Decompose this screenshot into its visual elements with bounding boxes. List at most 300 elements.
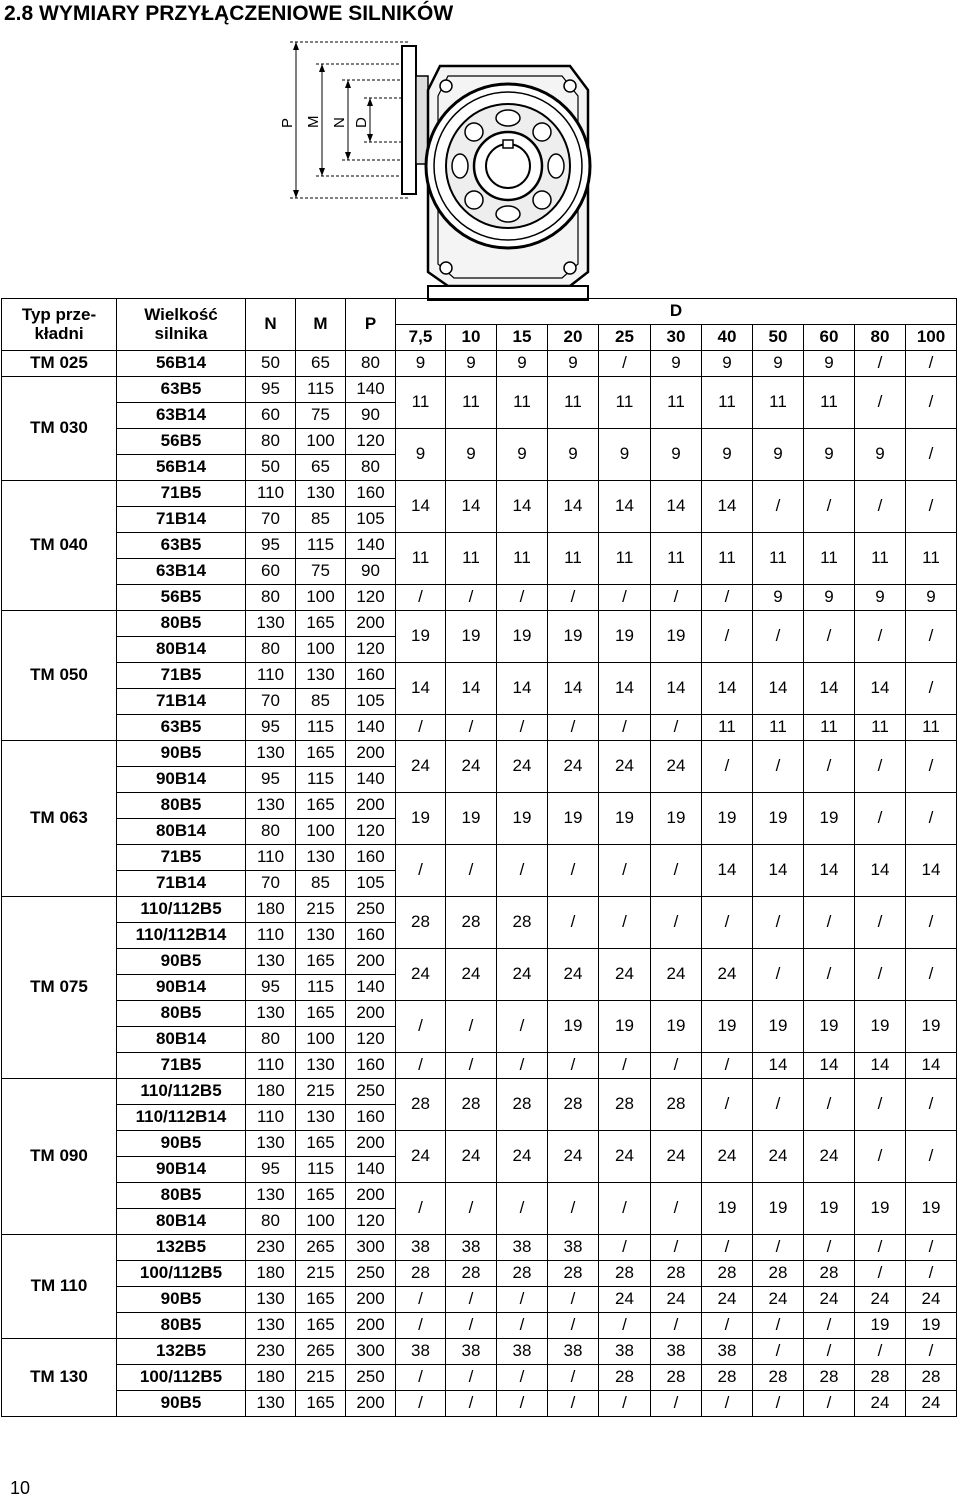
motor-size-cell: 80B5 — [117, 611, 246, 637]
n-cell: 110 — [246, 663, 296, 689]
header-d-value: 10 — [446, 325, 497, 351]
n-cell: 80 — [246, 429, 296, 455]
motor-size-cell: 71B14 — [117, 507, 246, 533]
d-value-cell: 24 — [906, 1287, 957, 1313]
d-value-cell: 9 — [446, 351, 497, 377]
d-value-cell: 38 — [651, 1339, 702, 1365]
d-value-cell: 28 — [599, 1079, 651, 1131]
d-value-cell: 9 — [599, 429, 651, 481]
d-value-cell: / — [396, 1053, 446, 1079]
d-value-cell: 9 — [651, 429, 702, 481]
header-d-value: 7,5 — [396, 325, 446, 351]
table-row — [2, 1183, 957, 1209]
d-value-cell: 11 — [599, 533, 651, 585]
header-d-value: 20 — [548, 325, 599, 351]
d-value-cell: / — [753, 741, 804, 793]
d-value-cell: 14 — [702, 663, 753, 715]
motor-size-cell: 132B5 — [117, 1235, 246, 1261]
d-value-cell: 24 — [855, 1391, 906, 1417]
motor-size-cell: 71B5 — [117, 1053, 246, 1079]
d-value-cell: 28 — [548, 1261, 599, 1287]
d-value-cell: / — [855, 1235, 906, 1261]
m-cell: 130 — [296, 923, 346, 949]
d-value-cell: / — [702, 1391, 753, 1417]
motor-size-cell: 90B5 — [117, 1391, 246, 1417]
d-value-cell: / — [855, 1261, 906, 1287]
table-row — [2, 1365, 957, 1391]
d-value-cell: 14 — [804, 663, 855, 715]
header-m: M — [296, 299, 346, 351]
table-row — [2, 1131, 957, 1157]
m-cell: 165 — [296, 1183, 346, 1209]
motor-size-cell: 63B14 — [117, 559, 246, 585]
p-cell: 200 — [346, 793, 396, 819]
d-value-cell: / — [651, 1183, 702, 1235]
p-cell: 105 — [346, 689, 396, 715]
n-cell: 230 — [246, 1235, 296, 1261]
n-cell: 95 — [246, 715, 296, 741]
m-cell: 65 — [296, 455, 346, 481]
n-cell: 230 — [246, 1339, 296, 1365]
d-value-cell: / — [906, 429, 957, 481]
motor-size-cell: 132B5 — [117, 1339, 246, 1365]
header-n: N — [246, 299, 296, 351]
motor-size-cell: 80B5 — [117, 1313, 246, 1339]
header-p: P — [346, 299, 396, 351]
d-value-cell: 19 — [753, 793, 804, 845]
d-value-cell: / — [753, 1339, 804, 1365]
d-value-cell: / — [446, 1287, 497, 1313]
motor-size-cell: 90B5 — [117, 741, 246, 767]
d-value-cell: 9 — [855, 429, 906, 481]
motor-size-cell: 56B5 — [117, 585, 246, 611]
d-value-cell: / — [855, 377, 906, 429]
d-value-cell: / — [396, 1001, 446, 1053]
d-value-cell: 19 — [599, 1001, 651, 1053]
d-value-cell: 19 — [651, 793, 702, 845]
motor-size-cell: 90B14 — [117, 975, 246, 1001]
d-value-cell: 11 — [548, 533, 599, 585]
d-value-cell: 28 — [396, 1261, 446, 1287]
d-value-cell: 9 — [753, 585, 804, 611]
m-cell: 85 — [296, 689, 346, 715]
n-cell: 110 — [246, 845, 296, 871]
d-value-cell: 9 — [804, 585, 855, 611]
d-value-cell: / — [548, 585, 599, 611]
d-value-cell: 24 — [804, 1131, 855, 1183]
d-value-cell: / — [446, 1365, 497, 1391]
p-cell: 120 — [346, 585, 396, 611]
gearbox-type-cell: TM 040 — [2, 481, 117, 611]
m-cell: 115 — [296, 1157, 346, 1183]
table-row — [2, 351, 957, 377]
p-cell: 160 — [346, 481, 396, 507]
d-value-cell: / — [446, 1053, 497, 1079]
d-value-cell: / — [855, 949, 906, 1001]
d-value-cell: 14 — [446, 663, 497, 715]
d-value-cell: / — [753, 1079, 804, 1131]
n-cell: 130 — [246, 611, 296, 637]
d-value-cell: 24 — [446, 1131, 497, 1183]
m-cell: 130 — [296, 481, 346, 507]
d-value-cell: / — [651, 585, 702, 611]
d-value-cell: 19 — [855, 1001, 906, 1053]
m-cell: 165 — [296, 1001, 346, 1027]
d-value-cell: 19 — [702, 1183, 753, 1235]
table-row — [2, 1235, 957, 1261]
motor-size-cell: 90B14 — [117, 1157, 246, 1183]
d-value-cell: 9 — [855, 585, 906, 611]
n-cell: 95 — [246, 377, 296, 403]
d-value-cell: / — [906, 897, 957, 949]
motor-size-cell: 71B5 — [117, 845, 246, 871]
d-value-cell: / — [396, 715, 446, 741]
d-value-cell: 14 — [651, 481, 702, 533]
d-value-cell: / — [753, 897, 804, 949]
d-value-cell: / — [651, 845, 702, 897]
d-value-cell: / — [702, 611, 753, 663]
header-d-value: 40 — [702, 325, 753, 351]
d-value-cell: 24 — [497, 741, 548, 793]
m-cell: 165 — [296, 611, 346, 637]
d-value-cell: 11 — [753, 533, 804, 585]
p-cell: 120 — [346, 429, 396, 455]
d-value-cell: / — [651, 897, 702, 949]
d-value-cell: 9 — [396, 351, 446, 377]
d-value-cell: / — [446, 585, 497, 611]
m-cell: 115 — [296, 533, 346, 559]
d-value-cell: 24 — [446, 741, 497, 793]
d-value-cell: / — [599, 1183, 651, 1235]
p-cell: 200 — [346, 949, 396, 975]
n-cell: 95 — [246, 533, 296, 559]
d-value-cell: 28 — [446, 897, 497, 949]
m-cell: 130 — [296, 1053, 346, 1079]
motor-size-cell: 90B14 — [117, 767, 246, 793]
m-cell: 130 — [296, 845, 346, 871]
d-value-cell: 19 — [548, 1001, 599, 1053]
p-cell: 120 — [346, 637, 396, 663]
d-value-cell: 24 — [651, 1131, 702, 1183]
d-value-cell: 14 — [753, 845, 804, 897]
n-cell: 80 — [246, 637, 296, 663]
d-value-cell: / — [804, 611, 855, 663]
d-value-cell: / — [396, 1183, 446, 1235]
header-gearbox-type: Typ prze- kładni — [2, 299, 117, 351]
d-value-cell: 11 — [548, 377, 599, 429]
m-cell: 265 — [296, 1339, 346, 1365]
d-value-cell: / — [906, 481, 957, 533]
m-cell: 115 — [296, 767, 346, 793]
gearbox-type-cell: TM 075 — [2, 897, 117, 1079]
d-value-cell: 24 — [651, 741, 702, 793]
d-value-cell: / — [804, 741, 855, 793]
gearbox-type-cell: TM 030 — [2, 377, 117, 481]
d-value-cell: 19 — [446, 793, 497, 845]
m-cell: 100 — [296, 585, 346, 611]
table-row — [2, 533, 957, 559]
m-cell: 165 — [296, 1287, 346, 1313]
p-cell: 160 — [346, 1105, 396, 1131]
d-value-cell: / — [396, 1391, 446, 1417]
d-value-cell: / — [548, 1313, 599, 1339]
d-value-cell: 38 — [497, 1235, 548, 1261]
d-value-cell: / — [753, 1235, 804, 1261]
d-value-cell: 38 — [446, 1235, 497, 1261]
n-cell: 130 — [246, 1183, 296, 1209]
d-value-cell: 11 — [906, 715, 957, 741]
n-cell: 110 — [246, 1053, 296, 1079]
d-value-cell: 9 — [548, 429, 599, 481]
d-value-cell: / — [548, 1053, 599, 1079]
p-cell: 80 — [346, 351, 396, 377]
d-value-cell: 11 — [804, 533, 855, 585]
table-row — [2, 715, 957, 741]
table-row — [2, 1339, 957, 1365]
d-value-cell: 28 — [753, 1365, 804, 1391]
header-d-value: 15 — [497, 325, 548, 351]
d-value-cell: 19 — [906, 1183, 957, 1235]
d-value-cell: 28 — [855, 1365, 906, 1391]
p-cell: 160 — [346, 1053, 396, 1079]
d-value-cell: / — [906, 1339, 957, 1365]
gearbox-type-cell: TM 025 — [2, 351, 117, 377]
d-value-cell: 14 — [651, 663, 702, 715]
n-cell: 180 — [246, 897, 296, 923]
d-value-cell: 14 — [804, 845, 855, 897]
d-value-cell: 9 — [702, 429, 753, 481]
d-value-cell: 38 — [446, 1339, 497, 1365]
n-cell: 95 — [246, 767, 296, 793]
d-value-cell: / — [906, 611, 957, 663]
d-value-cell: / — [446, 715, 497, 741]
p-cell: 200 — [346, 1001, 396, 1027]
d-value-cell: 11 — [753, 377, 804, 429]
d-value-cell: 11 — [753, 715, 804, 741]
header-d-value: 60 — [804, 325, 855, 351]
d-value-cell: 19 — [804, 1183, 855, 1235]
p-cell: 200 — [346, 1183, 396, 1209]
gearbox-type-cell: TM 130 — [2, 1339, 117, 1417]
d-value-cell: / — [702, 1235, 753, 1261]
motor-size-cell: 63B5 — [117, 533, 246, 559]
n-cell: 180 — [246, 1079, 296, 1105]
m-cell: 65 — [296, 351, 346, 377]
n-cell: 110 — [246, 481, 296, 507]
p-cell: 105 — [346, 871, 396, 897]
motor-size-cell: 90B5 — [117, 1131, 246, 1157]
d-value-cell: / — [855, 1339, 906, 1365]
motor-size-cell: 71B5 — [117, 481, 246, 507]
n-cell: 80 — [246, 1209, 296, 1235]
d-value-cell: / — [446, 1001, 497, 1053]
m-cell: 165 — [296, 741, 346, 767]
motor-size-cell: 80B5 — [117, 1001, 246, 1027]
d-value-cell: 24 — [651, 1287, 702, 1313]
d-value-cell: 19 — [396, 611, 446, 663]
d-value-cell: 28 — [396, 897, 446, 949]
d-value-cell: 14 — [599, 663, 651, 715]
p-cell: 160 — [346, 663, 396, 689]
d-value-cell: 14 — [855, 845, 906, 897]
d-value-cell: 14 — [702, 481, 753, 533]
motor-size-cell: 71B14 — [117, 871, 246, 897]
d-value-cell: 11 — [497, 377, 548, 429]
motor-size-cell: 80B14 — [117, 1209, 246, 1235]
page-title: 2.8 WYMIARY PRZYŁĄCZENIOWE SILNIKÓW — [4, 2, 454, 25]
d-value-cell: 19 — [804, 1001, 855, 1053]
header-d-value: 100 — [906, 325, 957, 351]
m-cell: 130 — [296, 1105, 346, 1131]
n-cell: 70 — [246, 507, 296, 533]
d-value-cell: 24 — [548, 741, 599, 793]
motor-size-cell: 63B14 — [117, 403, 246, 429]
m-cell: 100 — [296, 819, 346, 845]
d-value-cell: / — [906, 663, 957, 715]
d-value-cell: 11 — [396, 533, 446, 585]
motor-size-cell: 71B5 — [117, 663, 246, 689]
d-value-cell: / — [548, 1365, 599, 1391]
d-value-cell: / — [651, 1053, 702, 1079]
dim-label-n: N — [331, 117, 348, 128]
table-row — [2, 1053, 957, 1079]
d-value-cell: / — [396, 845, 446, 897]
d-value-cell: 24 — [548, 1131, 599, 1183]
d-value-cell: 19 — [497, 611, 548, 663]
motor-size-cell: 110/112B5 — [117, 1079, 246, 1105]
d-value-cell: / — [446, 845, 497, 897]
d-value-cell: 19 — [497, 793, 548, 845]
n-cell: 80 — [246, 585, 296, 611]
n-cell: 180 — [246, 1365, 296, 1391]
gearbox-type-cell: TM 050 — [2, 611, 117, 741]
p-cell: 250 — [346, 897, 396, 923]
d-value-cell: / — [651, 1235, 702, 1261]
d-value-cell: 11 — [855, 533, 906, 585]
m-cell: 215 — [296, 897, 346, 923]
d-value-cell: / — [497, 1313, 548, 1339]
d-value-cell: 11 — [804, 377, 855, 429]
d-value-cell: / — [497, 1391, 548, 1417]
d-value-cell: / — [548, 897, 599, 949]
d-value-cell: 14 — [804, 1053, 855, 1079]
m-cell: 115 — [296, 715, 346, 741]
d-value-cell: / — [906, 351, 957, 377]
d-value-cell: 19 — [855, 1183, 906, 1235]
d-value-cell: 38 — [396, 1339, 446, 1365]
p-cell: 200 — [346, 1287, 396, 1313]
table-row — [2, 1287, 957, 1313]
dim-label-p: P — [279, 117, 296, 128]
d-value-cell: / — [804, 481, 855, 533]
m-cell: 85 — [296, 871, 346, 897]
d-value-cell: 19 — [753, 1001, 804, 1053]
d-value-cell: / — [599, 1391, 651, 1417]
d-value-cell: 19 — [651, 1001, 702, 1053]
d-value-cell: / — [599, 351, 651, 377]
table-row — [2, 611, 957, 637]
d-value-cell: / — [702, 741, 753, 793]
d-value-cell: 19 — [599, 793, 651, 845]
p-cell: 140 — [346, 715, 396, 741]
page-number: 10 — [10, 1478, 31, 1498]
d-value-cell: / — [599, 585, 651, 611]
d-value-cell: 11 — [702, 715, 753, 741]
d-value-cell: 28 — [599, 1261, 651, 1287]
d-value-cell: 28 — [651, 1365, 702, 1391]
motor-size-cell: 56B14 — [117, 455, 246, 481]
p-cell: 140 — [346, 1157, 396, 1183]
d-value-cell: 11 — [804, 715, 855, 741]
d-value-cell: 28 — [497, 1079, 548, 1131]
d-value-cell: 38 — [497, 1339, 548, 1365]
d-value-cell: 28 — [702, 1365, 753, 1391]
m-cell: 215 — [296, 1365, 346, 1391]
d-value-cell: 14 — [906, 1053, 957, 1079]
d-value-cell: 11 — [497, 533, 548, 585]
d-value-cell: / — [753, 1313, 804, 1339]
d-value-cell: 11 — [702, 533, 753, 585]
motor-size-cell: 110/112B14 — [117, 923, 246, 949]
motor-size-cell: 63B5 — [117, 377, 246, 403]
n-cell: 130 — [246, 1391, 296, 1417]
p-cell: 300 — [346, 1339, 396, 1365]
motor-size-cell: 100/112B5 — [117, 1261, 246, 1287]
d-value-cell: 11 — [599, 377, 651, 429]
d-value-cell: 11 — [446, 533, 497, 585]
d-value-cell: / — [855, 481, 906, 533]
p-cell: 140 — [346, 767, 396, 793]
p-cell: 250 — [346, 1079, 396, 1105]
d-value-cell: 9 — [906, 585, 957, 611]
table-row — [2, 1313, 957, 1339]
d-value-cell: / — [396, 1287, 446, 1313]
d-value-cell: 14 — [906, 845, 957, 897]
d-value-cell: / — [497, 585, 548, 611]
d-value-cell: 14 — [497, 663, 548, 715]
d-value-cell: / — [804, 949, 855, 1001]
p-cell: 140 — [346, 533, 396, 559]
motor-size-cell: 71B14 — [117, 689, 246, 715]
d-value-cell: / — [497, 1287, 548, 1313]
d-value-cell: / — [702, 1313, 753, 1339]
d-value-cell: / — [906, 793, 957, 845]
d-value-cell: / — [855, 741, 906, 793]
dimensions-table — [1, 298, 957, 1417]
d-value-cell: / — [651, 1391, 702, 1417]
n-cell: 130 — [246, 1287, 296, 1313]
d-value-cell: 24 — [855, 1287, 906, 1313]
m-cell: 215 — [296, 1261, 346, 1287]
motor-size-cell: 90B5 — [117, 949, 246, 975]
m-cell: 165 — [296, 1131, 346, 1157]
table-row — [2, 663, 957, 689]
d-value-cell: 11 — [396, 377, 446, 429]
d-value-cell: 24 — [599, 741, 651, 793]
d-value-cell: / — [906, 1079, 957, 1131]
n-cell: 110 — [246, 923, 296, 949]
n-cell: 70 — [246, 871, 296, 897]
d-value-cell: 24 — [599, 1131, 651, 1183]
d-value-cell: 28 — [497, 897, 548, 949]
d-value-cell: 38 — [548, 1339, 599, 1365]
motor-size-cell: 80B14 — [117, 819, 246, 845]
d-value-cell: / — [396, 585, 446, 611]
d-value-cell: 14 — [753, 1053, 804, 1079]
d-value-cell: 38 — [599, 1339, 651, 1365]
m-cell: 100 — [296, 1209, 346, 1235]
d-value-cell: 38 — [548, 1235, 599, 1261]
